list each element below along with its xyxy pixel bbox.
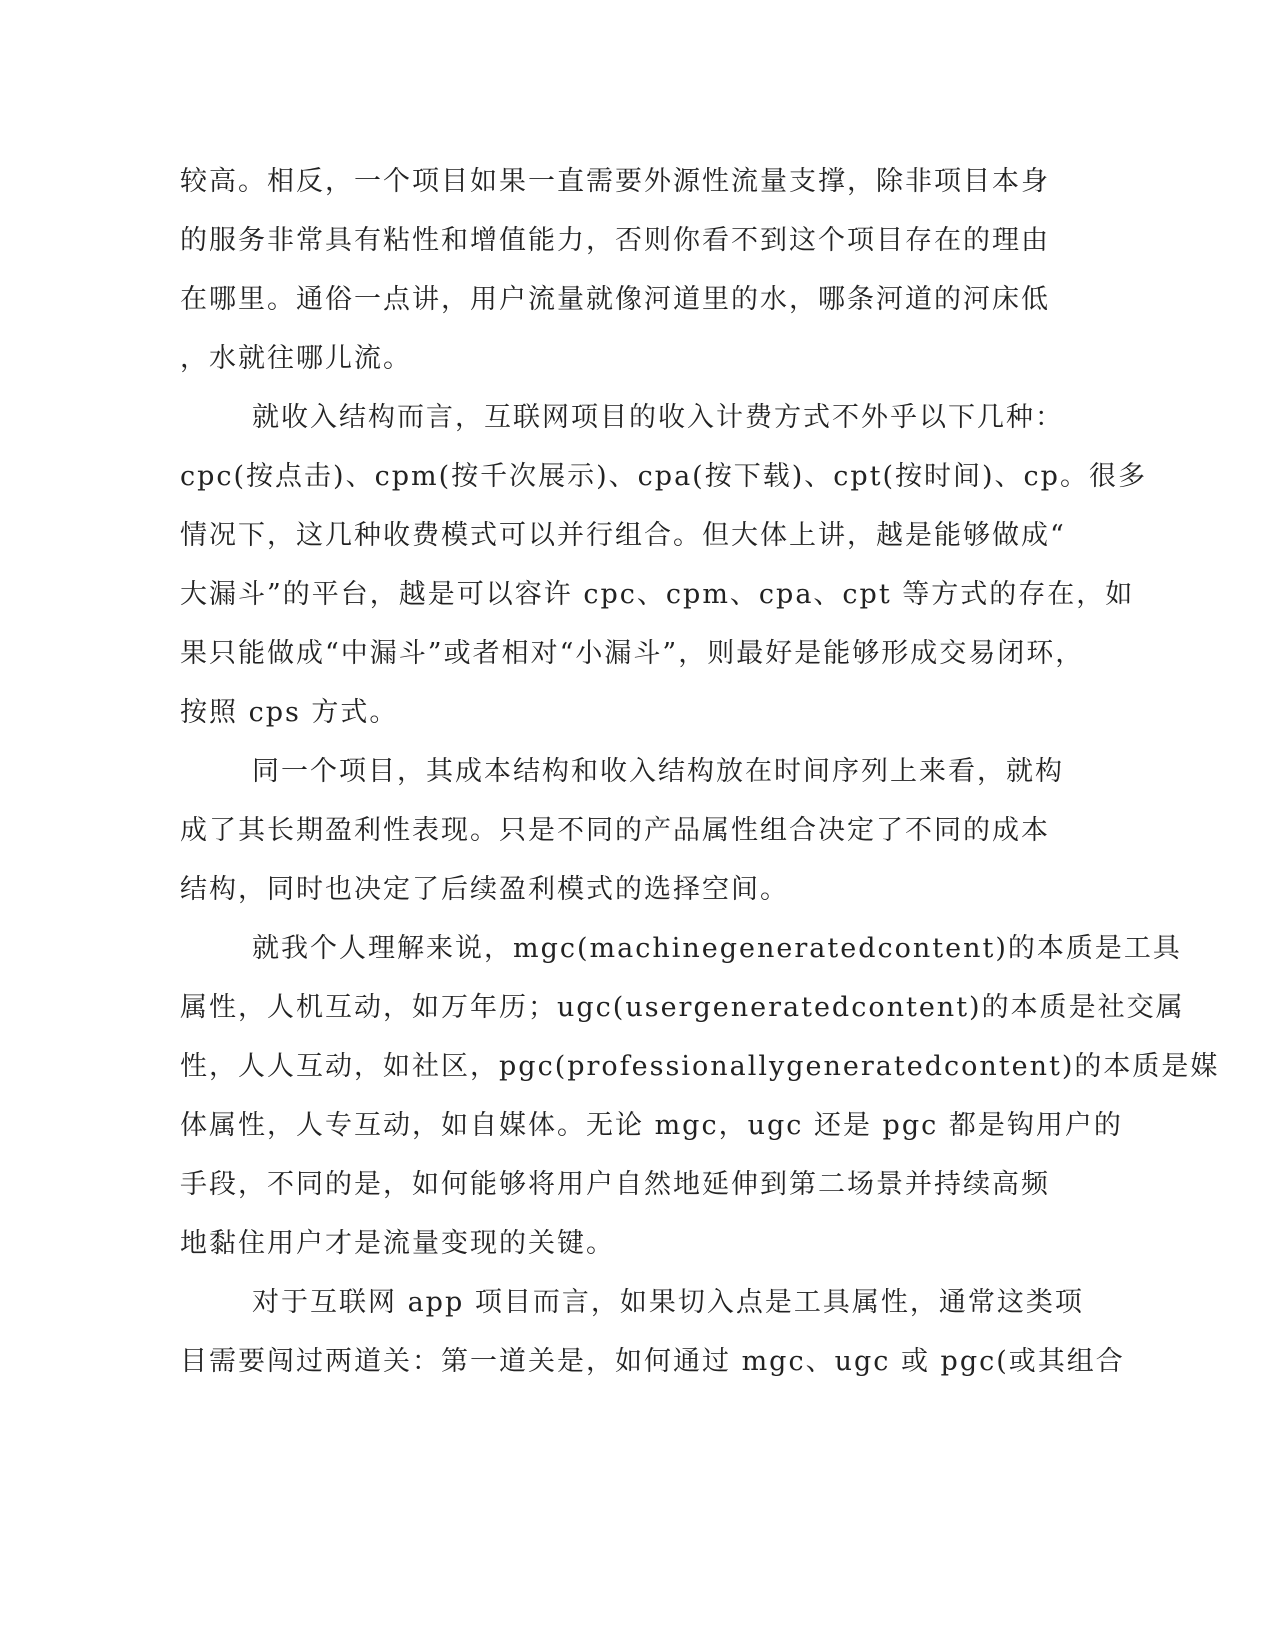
text-line: 体属性，人专互动，如自媒体。无论 mgc，ugc 还是 pgc 都是钩用户的 bbox=[180, 1110, 1123, 1141]
text-line: 情况下，这几种收费模式可以并行组合。但大体上讲，越是能够做成“ bbox=[180, 520, 1066, 551]
text-line: 果只能做成“中漏斗”或者相对“小漏斗”，则最好是能够形成交易闭环， bbox=[180, 638, 1085, 669]
text-line: 较高。相反，一个项目如果一直需要外源性流量支撑，除非项目本身 bbox=[180, 166, 1050, 197]
text-line: 的服务非常具有粘性和增值能力，否则你看不到这个项目存在的理由 bbox=[180, 225, 1050, 256]
text-line: 就收入结构而言，互联网项目的收入计费方式不外乎以下几种： bbox=[252, 402, 1064, 433]
text-line: 就我个人理解来说，mgc(machinegeneratedcontent)的本质是工具 bbox=[252, 933, 1182, 964]
text-line: 结构，同时也决定了后续盈利模式的选择空间。 bbox=[180, 874, 789, 905]
text-line: 大漏斗”的平台，越是可以容许 cpc、cpm、cpa、cpt 等方式的存在，如 bbox=[180, 579, 1135, 610]
paragraph bbox=[180, 742, 1064, 919]
text-line: 按照 cps 方式。 bbox=[180, 697, 399, 728]
text-line: 同一个项目，其成本结构和收入结构放在时间序列上来看，就构 bbox=[252, 756, 1064, 787]
text-line: 性，人人互动，如社区，pgc(professionallygeneratedcontent)的本质是媒 bbox=[180, 1051, 1220, 1082]
text-line: 成了其长期盈利性表现。只是不同的产品属性组合决定了不同的成本 bbox=[180, 815, 1050, 846]
paragraph bbox=[180, 1273, 1125, 1391]
document-body bbox=[180, 152, 1220, 1391]
text-line: 目需要闯过两道关：第一道关是，如何通过 mgc、ugc 或 pgc(或其组合 bbox=[180, 1346, 1125, 1377]
paragraph bbox=[180, 919, 1220, 1273]
text-line: cpc(按点击)、cpm(按千次展示)、cpa(按下载)、cpt(按时间)、cp。很多 bbox=[180, 461, 1147, 492]
paragraph bbox=[180, 388, 1147, 742]
text-line: 对于互联网 app 项目而言，如果切入点是工具属性，通常这类项 bbox=[252, 1287, 1084, 1318]
text-line: 属性，人机互动，如万年历；ugc(usergeneratedcontent)的本质是社交属 bbox=[180, 992, 1185, 1023]
text-line: 手段，不同的是，如何能够将用户自然地延伸到第二场景并持续高频 bbox=[180, 1169, 1050, 1200]
text-line: 在哪里。通俗一点讲，用户流量就像河道里的水，哪条河道的河床低 bbox=[180, 284, 1050, 315]
text-line: 地黏住用户才是流量变现的关键。 bbox=[180, 1228, 615, 1259]
paragraph bbox=[180, 152, 1050, 388]
text-line: ，水就往哪儿流。 bbox=[180, 343, 412, 374]
